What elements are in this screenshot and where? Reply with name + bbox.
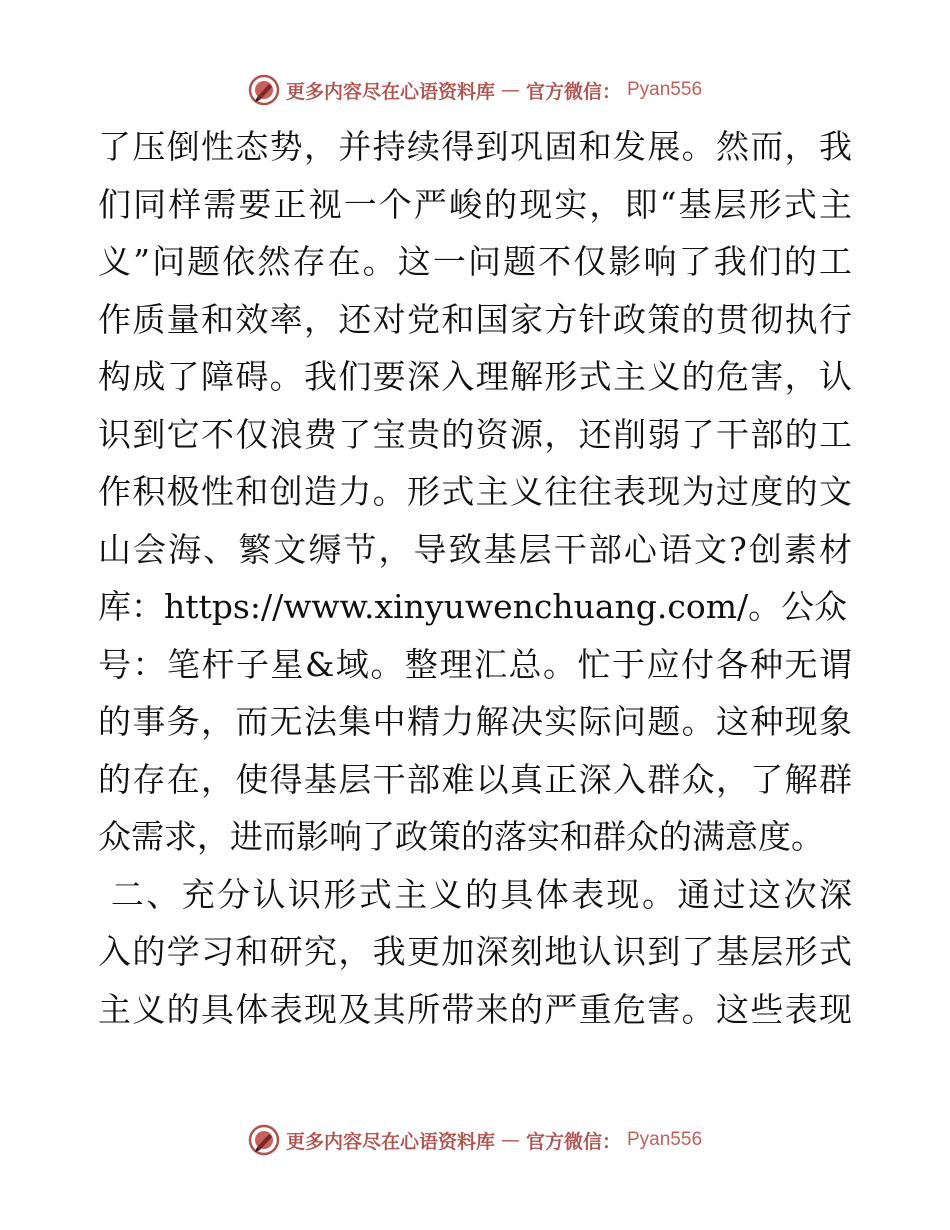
watermark-account: Pyan556 (627, 1129, 703, 1150)
watermark-main-text: 更多内容尽在心语资料库 (285, 1130, 495, 1153)
section-heading-line: 二、充分认识形式主义的具体表现。通过这次深 (98, 874, 852, 914)
body-line-paragraph-end: 众需求，进而影响了政策的落实和群众的满意度。 (98, 817, 824, 856)
body-line: 号：笔杆子星&域。整理汇总。忙于应付各种无谓 (98, 644, 852, 684)
body-line: 识到它不仅浪费了宝贵的资源，还削弱了干部的工 (98, 414, 852, 454)
body-line: 作质量和效率，还对党和国家方针政策的贯彻执行 (98, 299, 852, 339)
body-line: 的存在，使得基层干部难以真正深入群众，了解群 (98, 759, 852, 799)
watermark-separator: — (500, 1129, 520, 1151)
body-line: 入的学习和研究，我更加深刻地认识到了基层形式 (98, 932, 852, 971)
watermark-header (0, 70, 950, 110)
body-line: 们同样需要正视一个严峻的现实，即“基层形式主 (98, 184, 852, 224)
watermark-label: 官方微信： (525, 80, 621, 103)
watermark-account: Pyan556 (627, 79, 703, 100)
body-line: 了压倒性态势，并持续得到巩固和发展。然而，我 (98, 127, 852, 166)
body-line-url: 库：https://www.xinyuwenchuang.com/。公众 (98, 587, 848, 626)
watermark-footer (0, 1120, 950, 1160)
body-line: 山会海、繁文缛节，导致基层干部心语文?创素材 (98, 529, 852, 569)
watermark-separator: — (500, 79, 520, 101)
body-line: 主义的具体表现及其所带来的严重危害。这些表现 (98, 989, 852, 1029)
body-line: 的事务，而无法集中精力解决实际问题。这种现象 (98, 702, 852, 741)
watermark-label: 官方微信： (525, 1130, 621, 1153)
pen-logo-icon (248, 1124, 280, 1156)
body-line: 义”问题依然存在。这一问题不仅影响了我们的工 (98, 242, 852, 281)
document-body (98, 118, 852, 1038)
pen-logo-icon (248, 74, 280, 106)
body-line: 作积极性和创造力。形式主义往往表现为过度的文 (98, 472, 852, 511)
watermark-main-text: 更多内容尽在心语资料库 (285, 80, 495, 103)
body-line: 构成了障碍。我们要深入理解形式主义的危害，认 (98, 357, 852, 396)
